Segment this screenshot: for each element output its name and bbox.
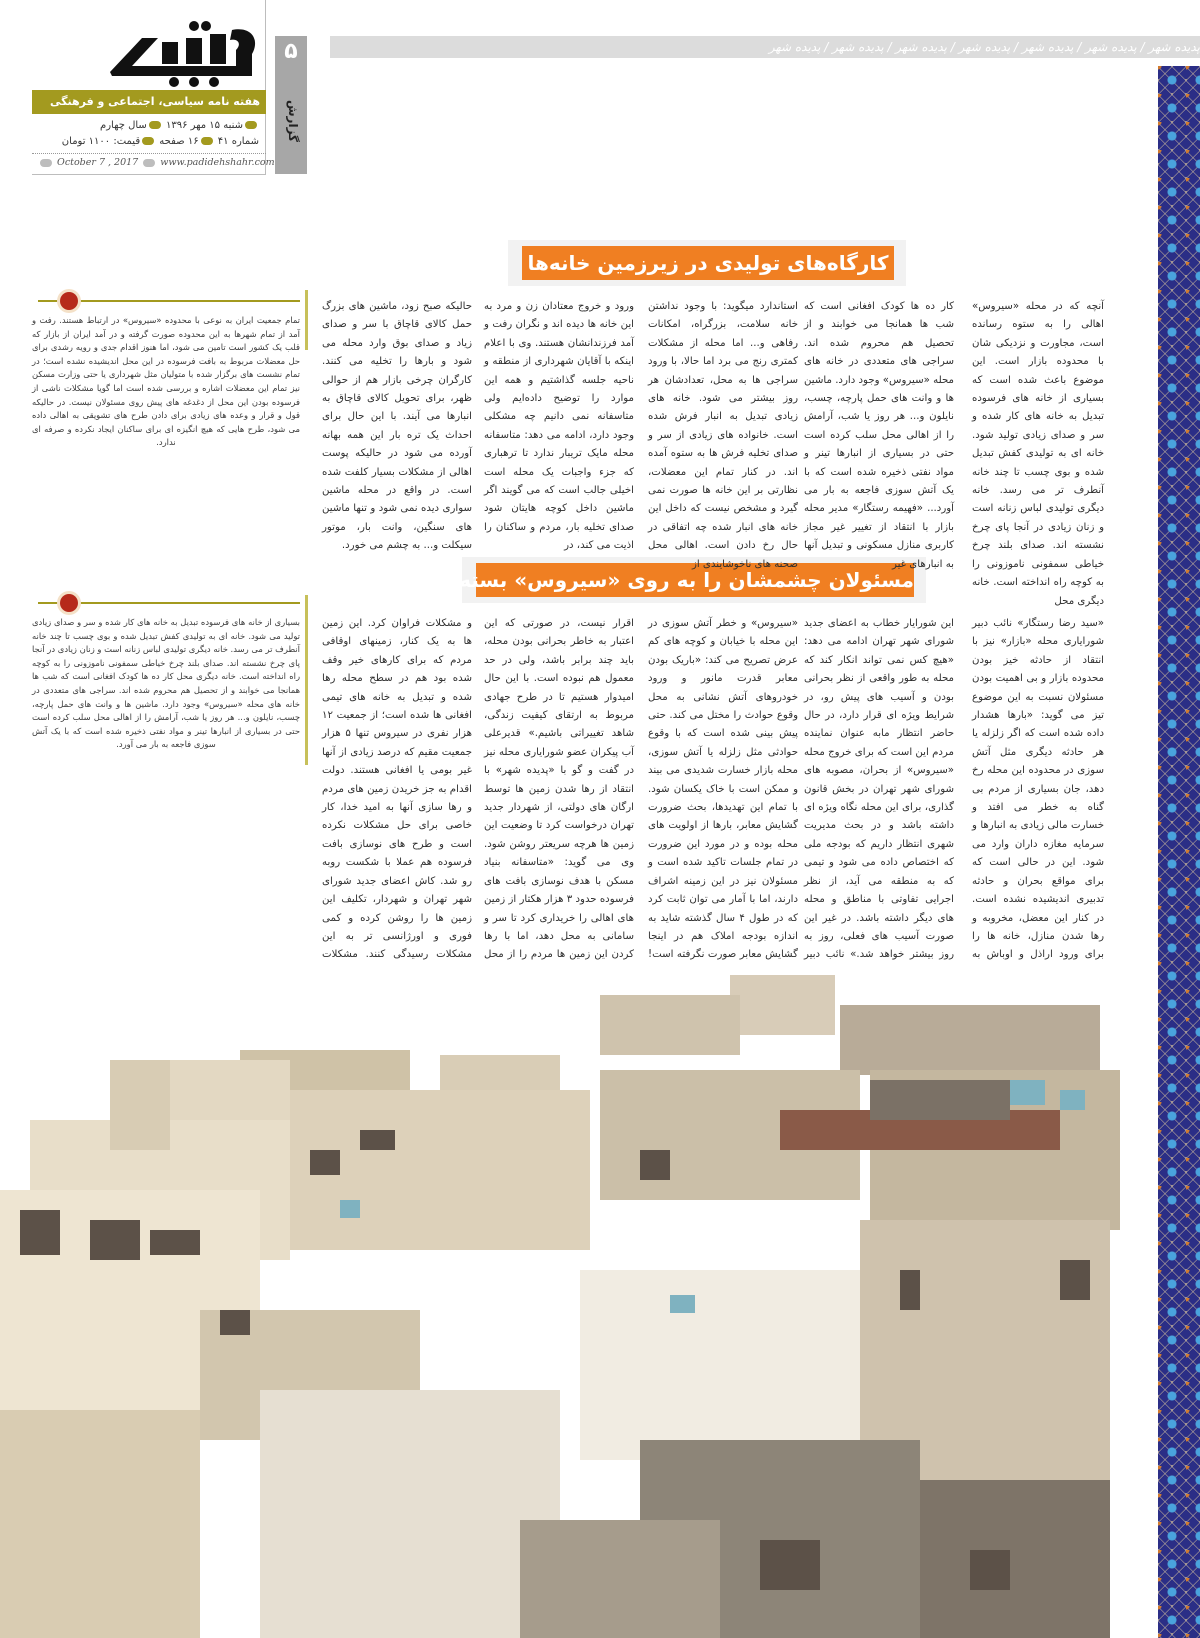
article-column bbox=[484, 298, 634, 552]
issue-number: شماره ۴۱ bbox=[217, 136, 259, 147]
column-text: ورود و خروج معتادان زن و مرد به این خانه ها دیده اند و نگران رفت و آمد فرزندانشان هستند. وی با اعلام اینکه با آقایان شهرداری از منطقه و ناحیه جلسه گذاشتیم و همه این موارد را توضیح داده‌ایم ولی متاسفانه نمی دانیم چه مشکلی وجود دارد، ادامه می دهد: متاسفانه محله مایک تریبار ندارد تا ترهباری که جزء واجبات یک محله است اخیلی جالب است که می گویند اگر ماشین داخل کوچه هایتان شود صدای تخلیه بار، مردم و ساکنان را اذیت می کند، در bbox=[484, 301, 634, 552]
issue-date: شنبه ۱۵ مهر ۱۳۹۶ bbox=[165, 120, 243, 131]
website-link[interactable]: www.padidehshahr.com bbox=[160, 157, 275, 168]
issue-date-line bbox=[29, 120, 259, 131]
bullet-icon bbox=[142, 137, 154, 145]
sidebox-rule bbox=[305, 290, 308, 350]
article-column bbox=[804, 298, 954, 570]
column-text: اقرار نیست، در صورتی که این اعتبار به خاطر بحرانی بودن محله، باید چند برابر باشد، ولی در حد معمول هم نبوده است. با این حال امیدوار هستیم تا در طرح جهادی مربوط به ارتقای کیفیت زندگی، شاهد تغییراتی باشیم.» قدیرعلی آب پیکران عضو شورایاری محله نیز در گفت و گو با «پدیده شهر» با انتقاد از رها شدن زمین ها توسط ارگان های دولتی، از شهردار جدید تهران درخواست کرد تا وضعیت این زمین ها هرچه سریعتر روشن شود. وی می گوید: «متاسفانه بنیاد مسکن با هدف نوسازی بافت های فرسوده حدود ۳ هزار هکتار از زمین های اهالی را خریداری کرد تا سر و سامانی به محل دهد، اما با رها کردن این زمین ها مردم را از محل bbox=[484, 618, 634, 961]
section-label: گزارش bbox=[286, 99, 300, 143]
pull-quote-text: بسیاری از خانه های فرسوده تبدیل به خانه های کار شده و سر و صدای زیادی تولید می شود. خانه ای به تولیدی کفش تبدیل شده و بوی چسب تا چند خانه آنطرف تر می رسد. خانه دیگری تولیدی لباس زنانه است و زنان زیادی در آنجا پای چرخ نشسته اند. صدای بلند چرخ خیاطی سمفونی ناموزونی را به کوچه راه انداخته است. خانه دیگری محل کار ده ها کودک افغانی است که شب ها همانجا می خوابند و از تحصیل هم محروم شده اند. سراجی های متعددی در خانه های محله «سیروس» وجود دارد. ماشین ها و وانت های حمل پارچه، چسب، نایلون و... هر روز یا شب، آرامش را از اهالی محل سلب کرده است حتی در بسیاری از انبارها تینر و مواد نفتی ذخیره شده است که با یک آتش سوزی فاجعه به بار می آورد. bbox=[32, 617, 300, 750]
column-text: این شورایار خطاب به اعضای جدید شورای شهر تهران ادامه می دهد: «هیچ کس نمی تواند انکار کند که محله به طور واقعی از نظر بحرانی بودن و آسیب های پیش رو، در شرایط ویژه ای قرار دارد، در حال حاضر انتظار مابه عنوان نماینده مردم این است که برای خروج محله «سیروس» از بحران، مصوبه های شورای شهر تهران در بخش قانون گذاری، برای این محله نگاه ویژه ای داشته باشد و در بحث مدیریت شهری انتظار داریم که بودجه ملی که اختصاص داده می شود و تیمی که به منطقه می آید، از نظر اجرایی تفاوتی با مناطق و محله های دیگر داشته باشد. در غیر این صورت آسیب های فعلی، روز به روز بیشتر خواهد شد.» نائب دبیر bbox=[804, 618, 954, 961]
column-text: کار ده ها کودک افغانی است که شب ها همانجا می خوابند و از تحصیل هم محروم شده اند. سراجی های متعددی در خانه های محله «سیروس» وجود دارد. ماشین ها و وانت های حمل پارچه، چسب، نایلون و... هر روز یا شب، آرامش را از اهالی محل سلب کرده است حتی در بسیاری از انبارها تینر و مواد نفتی ذخیره شده است که با یک آتش سوزی فاجعه به بار می آورد... «فهیمه رستگار» مدیر محله بازار با انتقاد از تغییر غیر مجاز کاربری منازل مسکونی و تبدیل آنها به انبارهای غیر bbox=[804, 301, 954, 570]
newspaper-logo[interactable] bbox=[102, 20, 262, 88]
band-pattern-text: پدیده شهر / پدیده شهر / پدیده شهر / پدیده شهر / پدیده شهر / پدیده شهر / پدیده شهر bbox=[768, 40, 1200, 54]
article-column bbox=[972, 298, 1104, 607]
rooftops-photo bbox=[0, 960, 1158, 1638]
bullet-icon bbox=[143, 159, 155, 167]
issue-year: سال چهارم bbox=[100, 120, 147, 131]
article-column bbox=[804, 615, 954, 961]
red-dot-icon bbox=[60, 292, 78, 310]
bullet-icon bbox=[149, 121, 161, 129]
pull-quote-text: تمام جمعیت ایران به نوعی با محدوده «سیروس» در ارتباط هستند. رفت و آمد از تمام شهرها به این محدوده صورت گرفته و در آمد ایران از بازار که قلب یک کشور است تامین می شود، اما هنوز اقدام جدی و رویه رشدی برای حل معضلات مربوط به بافت فرسوده در این محل اندیشیده نشده است؛ در تمام نشست های برگزار شده با متولیان مثل شهرداری یا حتی وزارت مسکن نیز تمام این معضلات اشاره و بررسی شده است اما گویا مشکلات ناشی از فرسوده بودن این محل از دغدغه های پیش روی مسئولان نیست. در حالیکه قول و قرار و وعده های زیادی برای دادن طرح های تشویقی به اهالی داده می شود، طرح هایی که هیچ انگیزه ای برای ساکنان ایجاد نکرده و صرفه ای ندارد. bbox=[32, 315, 300, 448]
date-english: October 7 , 2017 bbox=[57, 157, 139, 168]
article-column bbox=[484, 615, 634, 961]
article-column bbox=[648, 615, 798, 961]
tagline: هفته نامه سیاسی، اجتماعی و فرهنگی bbox=[32, 90, 266, 114]
bullet-icon bbox=[40, 159, 52, 167]
rooftops-illustration bbox=[0, 960, 1158, 1638]
headline-workshops: کارگاه‌های تولیدی در زیرزمین خانه‌ها bbox=[522, 246, 894, 280]
headline-officials: مسئولان چشمشان را به روی «سیروس» بسته‌اند! bbox=[476, 563, 914, 597]
column-text: آنچه که در محله «سیروس» اهالی را به ستوه رسانده است، مجاورت و نزدیکی شان با محدوده بازار است. این موضوع باعث شده است که بسیاری از خانه های فرسوده تبدیل به خانه های کار شده و سر و صدای زیادی تولید شود. خانه ای به تولیدی کفش تبدیل شده و بوی چسب تا چند خانه آنطرف تر می رسد. خانه دیگری تولیدی لباس زنانه است و زنان زیادی در آنجا پای چرخ نشسته اند. صدای بلند چرخ خیاطی سمفونی ناموزونی را به کوچه راه انداخته است. خانه دیگری محل bbox=[972, 301, 1104, 607]
column-text: و مشکلات فراوان کرد. این زمین ها به یک کنار، زمینهای اوقافی مردم که برای کارهای خیر وقف شده بود هم در سطح محله رها شده و تبدیل به خانه های تیمی افغانی ها شده است؛ از جمعیت ۱۲ هزار نفری در سیروس تنها ۵ هزار جمعیت مقیم که درصد زیادی از آنها غیر بومی یا افغانی هستند. دولت اقدام به جز خریدن زمین های مردم و رها سازی آنها به امید خدا، کار خاصی برای حل مشکلات نکرده است و طرح های نوسازی بافت فرسوده هم عملا با شکست روبه رو شد. کاش اعضای جدید شورای شهر تهران و شهردار، تکلیف این زمین ها را روشن کرده و کمی فوری و اورژانسی تر به این مشکلات رسیدگی کنند. مشکلات bbox=[322, 618, 472, 961]
issue-number-line bbox=[29, 136, 259, 147]
article-column bbox=[322, 615, 472, 961]
bullet-icon bbox=[201, 137, 213, 145]
masthead bbox=[32, 0, 275, 175]
column-text: «سیروس» و خطر آتش سوزی در این محله با خیابان و کوچه های کم عرض تصریح می کند: «باریک بودن معابر قدرت مانور و ورود خودروهای آتش نشانی به محل وقوع حوادث را مختل می کند. حتی پیش بینی شده است که با وقوع حوادثی مثل زلزله یا آتش سوزی، محله بازار خسارت شدیدی می بیند و ممکن است با خاک یکسان شود. با تمام این تهدیدها، بحث ضرورت گشایش معابر، بارها از اولویت های محله بوده و در مورد این ضرورت در تمام جلسات تاکید شده است و مسئولان نیز در این زمینه اشراف دارند، اما با آمار می توان ثابت کرد که در طول ۴ سال گذشته شاید به اندازه بودجه املاک هم در اینجا گشایش معابر صورت نگرفته است! bbox=[648, 618, 798, 961]
top-band bbox=[330, 36, 1200, 58]
pull-quote-box bbox=[32, 594, 300, 750]
divider bbox=[32, 153, 266, 154]
page-count: ۱۶ صفحه bbox=[159, 136, 199, 147]
page-number: ۵ bbox=[284, 39, 298, 64]
column-text: استاندارد میگوید: با وجود نداشتن خانه سلامت، بزرگراه، امکانات رفاهی و... اما محله از مشکلات کمتری رنج می برد اما حالا، با ورود سراجی ها به محل، تعدادشان هر روز بیشتر می شود. خانه های زیادی تبدیل به انبار فرش شده است. خانواده های زیادی از سر و صدای تخلیه فرش ها به ستوه آمده اند. در کنار تمام این معضلات، نظارتی بر این خانه ها صورت نمی گیرد و مشخص نیست که داخل این خانه های انبار شده چه اتفاقی در حال رخ دادن است. اهالی محل صحنه های ناخوشایندی از bbox=[648, 301, 798, 570]
pull-quote-box bbox=[32, 292, 300, 448]
red-dot-icon bbox=[60, 594, 78, 612]
price: قیمت: ۱۱۰۰ تومان bbox=[61, 136, 141, 147]
bullet-icon bbox=[245, 121, 257, 129]
sidebox-rule bbox=[305, 595, 308, 765]
section-tab bbox=[275, 36, 307, 174]
web-line bbox=[38, 157, 275, 168]
column-text: «سید رضا رستگار» نائب دبیر شورایاری محله «بازار» نیز با انتقاد از حادثه خیز بودن محدوده بازار و بی اهمیت بودن مسئولان نسبت به این موضوع تیز می گوید: «بارها هشدار داده شده است که اگر زلزله یا هر حادثه دیگری مثل آتش سوزی در محدوده این محله رخ دهد، جان بسیاری از مردم بی گناه به خطر می افتد و خسارت مالی زیادی به انبارها و سرمایه مغازه داران وارد می شود. این در حالی است که برای مواقع بحران و حادثه تدبیری اندیشیده نشده است. در کنار این معضل، مخروبه و رها شدن منازل، خانه ها را برای ورود اراذل و اوباش به bbox=[972, 618, 1104, 961]
islamic-pattern-strip bbox=[1158, 66, 1200, 1638]
article-column bbox=[972, 615, 1104, 961]
column-text: حالیکه صبح زود، ماشین های بزرگ حمل کالای قاچاق با سر و صدای زیاد و صدای بوق وارد محله می شود و بارها را تخلیه می کنند. کارگران چرخی بازار هم از حوالی ظهر، برای تحویل کالای قاچاق به انبارها می آیند. با این حال برای احداث یک تره بار این همه بهانه آورده می شود در حالیکه پوست اهالی از مشکلات بسیار کلفت شده است. در واقع در محله ماشین سواری دیده نمی شود و تنها ماشین های سنگین، وانت بار، موتور سیکلت و... به چشم می خورد. bbox=[322, 301, 472, 552]
article-column bbox=[648, 298, 798, 570]
article-column bbox=[322, 298, 472, 552]
